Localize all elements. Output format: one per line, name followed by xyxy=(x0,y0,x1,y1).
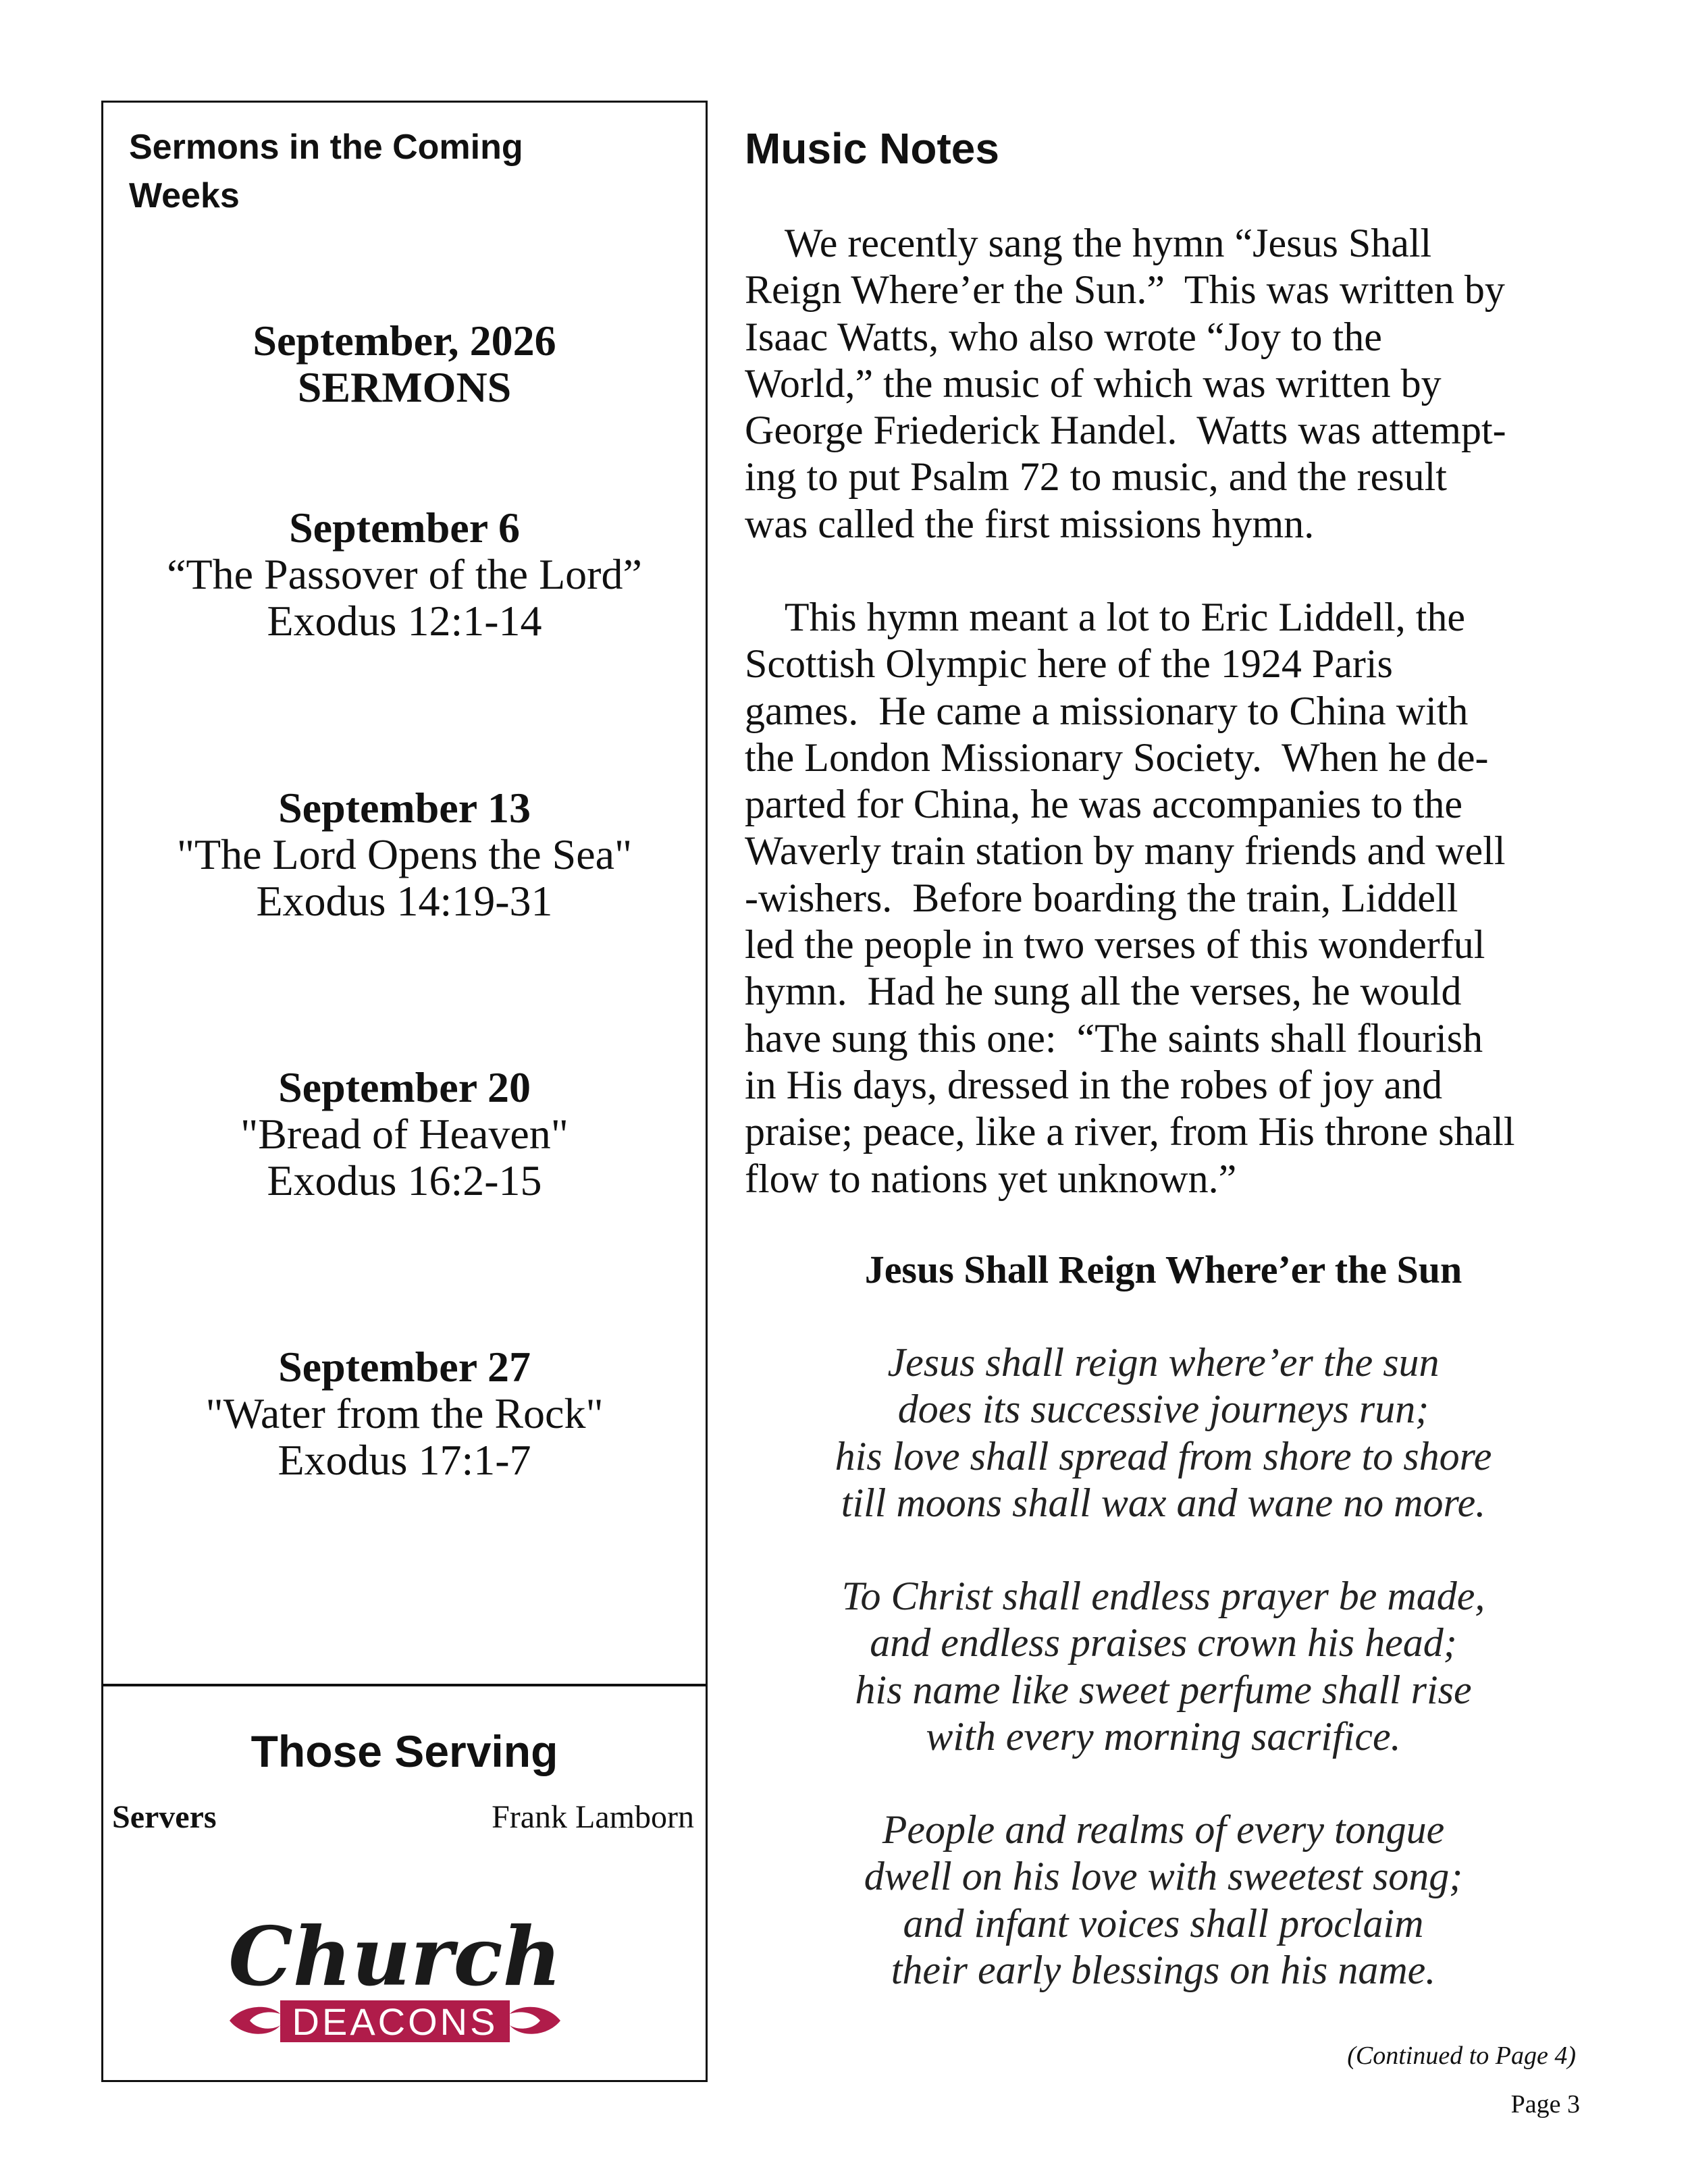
sermons-month-heading xyxy=(103,317,706,410)
verse-line: till moons shall wax and wane no more. xyxy=(841,1480,1486,1525)
music-paragraph-2: This hymn meant a lot to Eric Liddell, the Scottish Olympic here of the 1924 Paris games. He came a missionary to China with the London Missionary Society. When he de- parted for China, he was accompanies to the Waverly train station by many friends and well -wishers. Before boarding the train, Liddell led the people in two verses of this wonderful hymn. Had he sung all the verses, he would have sung this one: “The saints shall flourish in His days, dressed in the robes of joy and praise; peace, like a river, from His throne shall flow to nations yet unknown.” xyxy=(745,595,1515,1201)
month-heading: September, 2026 xyxy=(253,317,556,365)
church-deacons-logo xyxy=(216,1909,574,2054)
servers-label: Servers xyxy=(112,1799,217,1835)
serving-heading: Those Serving xyxy=(250,1726,558,1776)
verse-line: and endless praises crown his head; xyxy=(870,1620,1457,1666)
sermon-title: "Water from the Rock" xyxy=(205,1389,604,1437)
sermon-title: "The Lord Opens the Sea" xyxy=(176,830,633,878)
sermon-date: September 13 xyxy=(278,784,531,832)
sermon-scripture: Exodus 17:1-7 xyxy=(278,1436,531,1484)
servers-name: Frank Lamborn xyxy=(492,1799,694,1835)
verse-line: does its successive journeys run; xyxy=(897,1387,1429,1432)
sermon-date: September 6 xyxy=(289,504,520,552)
hymn-verse xyxy=(745,1339,1582,1526)
logo-swirl-left xyxy=(230,2007,280,2034)
sermon-date: September 20 xyxy=(278,1063,531,1111)
hymn-title: Jesus Shall Reign Where’er the Sun xyxy=(864,1248,1462,1291)
sermon-item xyxy=(103,1064,706,1204)
logo-banner-text: DEACONS xyxy=(292,2000,498,2043)
sermon-scripture: Exodus 16:2-15 xyxy=(267,1156,542,1204)
logo-script-text: Church xyxy=(228,1909,562,2004)
verse-line: his love shall spread from shore to shore xyxy=(835,1433,1492,1479)
verse-line: Jesus shall reign where’er the sun xyxy=(887,1340,1440,1385)
verse-line: their early blessings on his name. xyxy=(891,1947,1436,1992)
month-subheading: SERMONS xyxy=(297,363,512,411)
page-number: Page 3 xyxy=(1510,2090,1580,2119)
sermon-scripture: Exodus 14:19-31 xyxy=(256,877,553,925)
hymn-verse xyxy=(745,1807,1582,1994)
verse-line: with every morning sacrifice. xyxy=(926,1713,1401,1759)
logo-swirl-right xyxy=(510,2007,560,2034)
sermons-heading: Sermons in the Coming Weeks xyxy=(129,128,523,215)
serving-box xyxy=(101,1684,708,2082)
verse-line: dwell on his love with sweetest song; xyxy=(864,1854,1463,1899)
sermon-item xyxy=(103,784,706,924)
verse-line: To Christ shall endless prayer be made, xyxy=(841,1574,1485,1618)
continued-note: (Continued to Page 4) xyxy=(1347,2042,1576,2070)
music-notes-heading: Music Notes xyxy=(745,124,999,173)
music-paragraph-1: We recently sang the hymn “Jesus Shall Reign Where’er the Sun.” This was written by Isaac Watts, who also wrote “Joy to the World,” the music of which was written by George Friederick Handel. Watts was attempt- ing to put Psalm 72 to music, and the result was called the first missions hymn. xyxy=(745,221,1506,546)
verse-line: People and realms of every tongue xyxy=(882,1807,1445,1852)
verse-line: his name like sweet perfume shall rise xyxy=(855,1667,1472,1712)
sermon-title: "Bread of Heaven" xyxy=(240,1110,569,1158)
sermon-item xyxy=(103,504,706,644)
sermon-item xyxy=(103,1343,706,1483)
hymn-verse xyxy=(745,1573,1582,1760)
sermon-title: “The Passover of the Lord” xyxy=(167,550,642,598)
verse-line: and infant voices shall proclaim xyxy=(903,1900,1424,1946)
sermon-scripture: Exodus 12:1-14 xyxy=(267,597,542,645)
sermon-date: September 27 xyxy=(278,1343,531,1391)
